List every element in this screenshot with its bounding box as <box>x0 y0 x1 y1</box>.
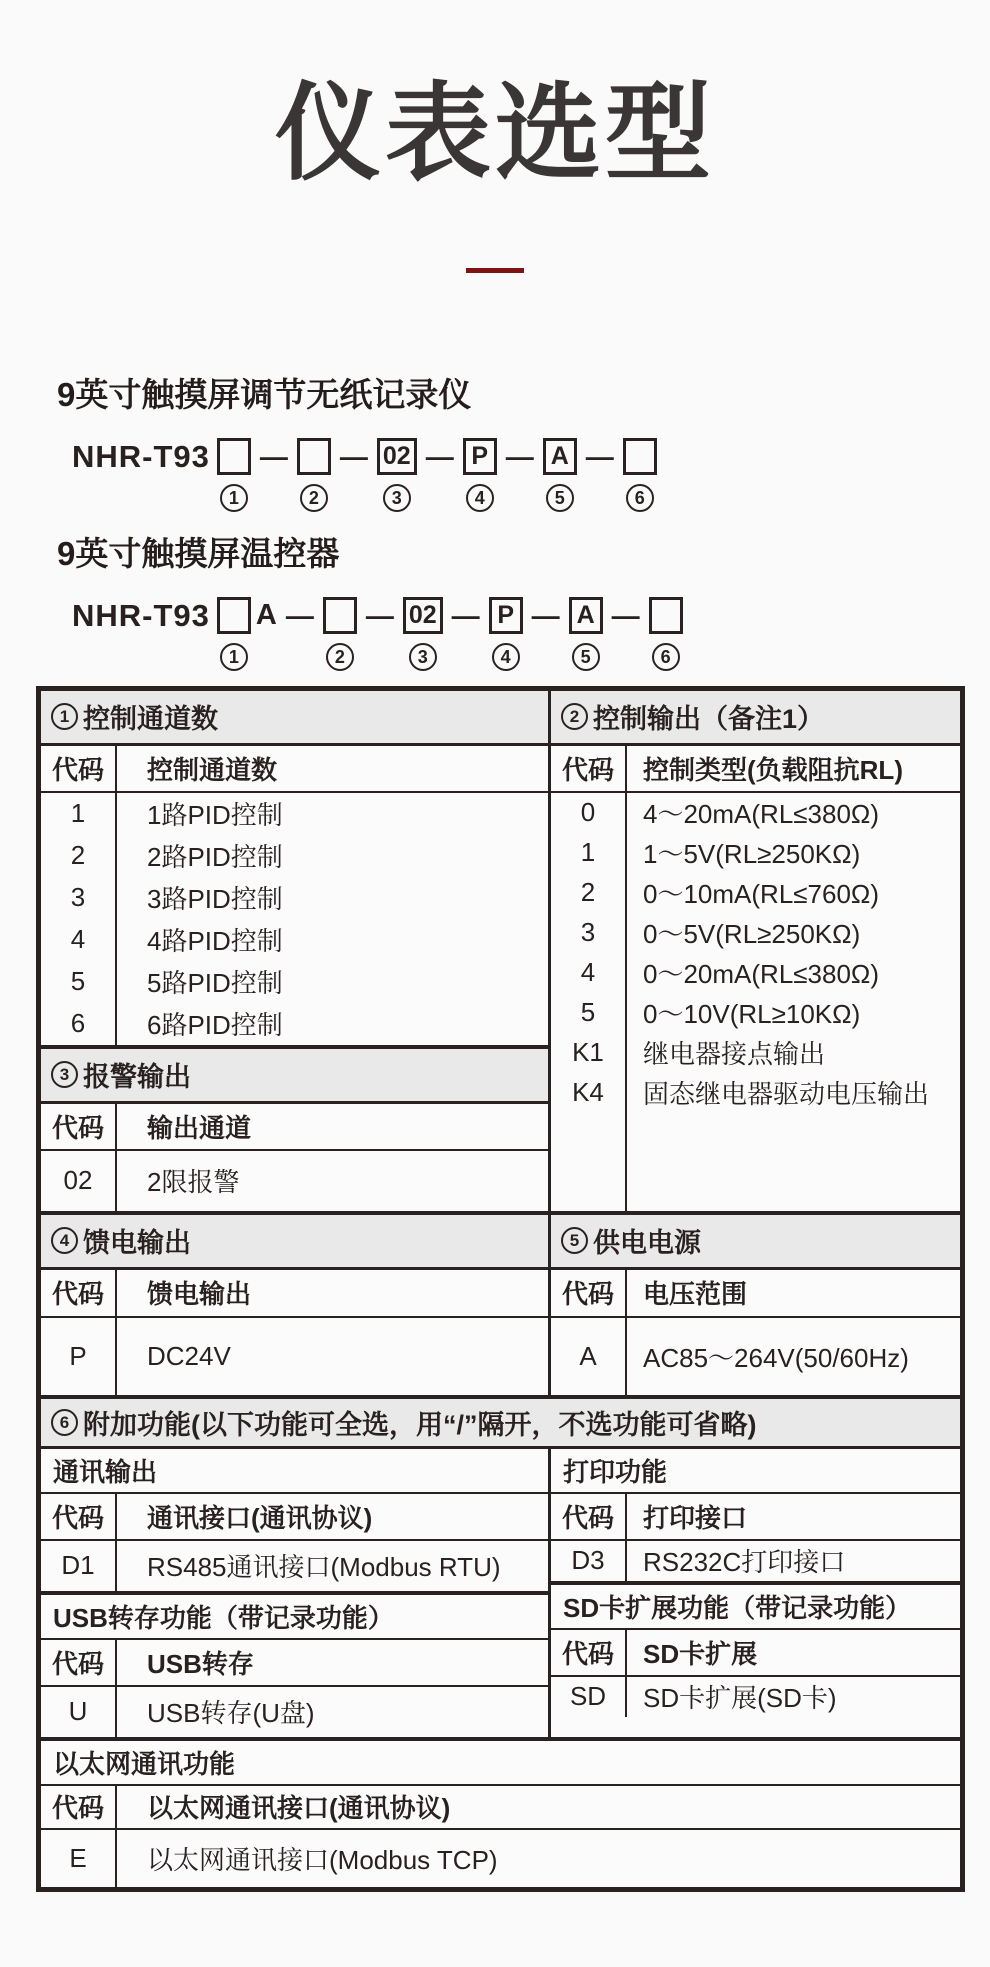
code-cell: 5 <box>551 993 627 1033</box>
column-header-row <box>41 1640 548 1687</box>
page-title: 仪表选型 <box>275 75 715 193</box>
desc-cell: DC24V <box>147 1340 231 1371</box>
section-3-alarm-output <box>41 1045 548 1211</box>
section-number-icon: 2 <box>561 703 588 730</box>
desc-header-cell: 输出通道 <box>147 1112 252 1143</box>
model-segment <box>217 438 251 512</box>
desc-cell: 3路PID控制 <box>147 884 283 915</box>
desc-cell: AC85～264V(50/60Hz) <box>643 1342 909 1373</box>
desc-cell: 固态继电器驱动电压输出 <box>643 1079 930 1110</box>
code-cell: 2 <box>41 835 117 877</box>
table-functions-block <box>41 1449 960 1737</box>
model-box <box>649 597 683 634</box>
model-segment <box>489 597 523 671</box>
table-row <box>41 961 548 1003</box>
code-cell: E <box>41 1830 117 1887</box>
model-box: 02 <box>377 438 417 475</box>
section-4-power-feed <box>41 1215 551 1395</box>
circled-number: 3 <box>409 643 437 671</box>
code-cell: 4 <box>551 953 627 993</box>
code-cell: D1 <box>41 1541 117 1591</box>
desc-cell: 继电器接点输出 <box>643 1039 826 1070</box>
table-row <box>551 1541 960 1581</box>
section-title: 供电电源 <box>593 1228 701 1259</box>
model-box: P <box>463 438 497 475</box>
code-cell: 2 <box>551 873 627 913</box>
table-row <box>41 835 548 877</box>
section-1-and-3 <box>41 691 551 1211</box>
code-cell: P <box>41 1318 117 1395</box>
column-header-row <box>41 1786 960 1830</box>
desc-cell: 2路PID控制 <box>147 842 283 873</box>
circled-number: 6 <box>626 484 654 512</box>
desc-cell: 以太网通讯接口(Modbus TCP) <box>147 1844 498 1875</box>
section-title: 控制通道数 <box>83 704 218 735</box>
section-number-icon: 6 <box>51 1409 78 1436</box>
circled-number: 4 <box>492 643 520 671</box>
column-header-row <box>551 1630 960 1677</box>
sd-function-block <box>551 1581 960 1717</box>
code-cell: K4 <box>551 1073 627 1113</box>
model-box <box>297 438 331 475</box>
model-prefix: NHR-T93 <box>72 597 210 633</box>
desc-cell: USB转存(U盘) <box>147 1698 315 1729</box>
table-filler-row <box>551 1113 960 1211</box>
title-underline <box>466 268 524 273</box>
table-row <box>41 1003 548 1045</box>
desc-cell: 6路PID控制 <box>147 1010 283 1041</box>
selection-table <box>36 686 965 1892</box>
page <box>0 58 990 1892</box>
model-segment <box>323 597 357 671</box>
desc-cell: 0～10mA(RL≤760Ω) <box>643 879 880 910</box>
section-header-power-supply <box>551 1215 960 1270</box>
model-dash: — <box>285 599 314 631</box>
usb-function-block <box>41 1591 548 1737</box>
desc-header-cell: 以太网通讯接口(通讯协议) <box>147 1793 451 1824</box>
model-box: A <box>569 597 603 634</box>
code-header-cell: 代码 <box>41 1786 117 1828</box>
section-number-icon: 5 <box>561 1227 588 1254</box>
model-segment <box>649 597 683 671</box>
table-row <box>551 793 960 833</box>
table-row <box>551 873 960 913</box>
desc-header-cell: 控制通道数 <box>147 754 278 785</box>
model-code-line <box>0 438 990 512</box>
table-row <box>41 1830 960 1887</box>
section-header-control-channels <box>41 691 548 746</box>
model-code-line <box>0 597 990 671</box>
group-title-print: 打印功能 <box>551 1449 960 1494</box>
model-box: P <box>489 597 523 634</box>
group-title-sd: SD卡扩展功能（带记录功能） <box>551 1585 960 1630</box>
model-box: A <box>543 438 577 475</box>
code-cell: D3 <box>551 1541 627 1581</box>
desc-cell: 1～5V(RL≥250KΩ) <box>643 839 861 870</box>
model-box <box>217 597 251 634</box>
table-row <box>41 877 548 919</box>
table-row <box>41 1318 548 1395</box>
model-segment <box>297 438 331 512</box>
circled-number: 3 <box>383 484 411 512</box>
desc-cell: RS485通讯接口(Modbus RTU) <box>147 1552 501 1583</box>
code-header-cell: 代码 <box>41 746 117 791</box>
desc-cell: 2限报警 <box>147 1167 240 1198</box>
section-number-icon: 3 <box>51 1061 78 1088</box>
desc-cell: 5路PID控制 <box>147 968 283 999</box>
group-title-usb: USB转存功能（带记录功能） <box>41 1595 548 1640</box>
desc-cell: SD卡扩展(SD卡) <box>643 1683 837 1714</box>
column-header-row <box>41 1104 548 1151</box>
section-number-icon: 4 <box>51 1227 78 1254</box>
model-dash: — <box>585 440 614 472</box>
model-segment <box>377 438 417 512</box>
code-cell: 1 <box>41 793 117 835</box>
desc-cell: 0～20mA(RL≤380Ω) <box>643 959 880 990</box>
group-title-comm-output: 通讯输出 <box>41 1449 548 1494</box>
model-dash: — <box>425 440 454 472</box>
circled-number: 1 <box>220 484 248 512</box>
desc-header-cell: 通讯接口(通讯协议) <box>147 1502 373 1533</box>
code-cell: 1 <box>551 833 627 873</box>
model-box <box>323 597 357 634</box>
section-title: 控制输出（备注1） <box>593 704 825 735</box>
column-header-row <box>551 1494 960 1541</box>
circled-number: 5 <box>546 484 574 512</box>
table-row <box>551 1033 960 1073</box>
code-cell: A <box>551 1318 627 1395</box>
code-cell: 4 <box>41 919 117 961</box>
circled-number: 4 <box>466 484 494 512</box>
section-title: 馈电输出 <box>83 1228 191 1259</box>
section-5-power-supply <box>551 1215 960 1395</box>
circled-number: 6 <box>652 643 680 671</box>
code-cell: 02 <box>41 1151 117 1211</box>
desc-cell: 0～5V(RL≥250KΩ) <box>643 919 861 950</box>
column-header-row <box>551 746 960 793</box>
model-dash: — <box>611 599 640 631</box>
model-dash: — <box>531 599 560 631</box>
circled-number: 5 <box>572 643 600 671</box>
model-dash: — <box>365 599 394 631</box>
desc-cell: 4路PID控制 <box>147 926 283 957</box>
code-cell: 5 <box>41 961 117 1003</box>
model-dash: — <box>259 440 288 472</box>
code-header-cell: 代码 <box>41 1494 117 1539</box>
table-row <box>41 1687 548 1737</box>
table-row <box>551 993 960 1033</box>
desc-header-cell: 电压范围 <box>643 1279 748 1310</box>
code-cell: U <box>41 1687 117 1737</box>
desc-cell <box>627 1113 960 1211</box>
section-number-icon: 1 <box>51 703 78 730</box>
code-cell: 6 <box>41 1003 117 1045</box>
ethernet-function-block <box>41 1737 960 1887</box>
model-dash: — <box>339 440 368 472</box>
code-header-cell: 代码 <box>41 1270 117 1316</box>
model-block-recorder <box>0 369 990 512</box>
model-segment <box>463 438 497 512</box>
model-segment <box>623 438 657 512</box>
column-header-row <box>41 746 548 793</box>
group-title-ethernet: 以太网通讯功能 <box>41 1741 960 1786</box>
column-header-row <box>41 1270 548 1318</box>
model-subtitle: 9英寸触摸屏调节无纸记录仪 <box>57 375 472 413</box>
desc-header-cell: USB转存 <box>147 1648 254 1679</box>
circled-number: 2 <box>300 484 328 512</box>
model-block-temp-controller <box>0 528 990 671</box>
functions-left-column <box>41 1449 551 1737</box>
code-cell: K1 <box>551 1033 627 1073</box>
functions-right-column <box>551 1449 960 1737</box>
model-segment <box>569 597 603 671</box>
model-segment <box>403 597 443 671</box>
model-prefix: NHR-T93 <box>72 438 210 474</box>
table-row <box>41 1151 548 1211</box>
code-header-cell: 代码 <box>41 1104 117 1149</box>
model-segment <box>217 597 251 671</box>
desc-header-cell: 打印接口 <box>643 1502 748 1533</box>
code-cell: 0 <box>551 793 627 833</box>
desc-header-cell: SD卡扩展 <box>643 1638 758 1669</box>
table-row <box>41 1541 548 1591</box>
table-row <box>551 1073 960 1113</box>
section-header-additional-functions <box>41 1395 960 1449</box>
model-box <box>217 438 251 475</box>
code-header-cell: 代码 <box>41 1640 117 1685</box>
model-dash: — <box>451 599 480 631</box>
code-cell: 3 <box>551 913 627 953</box>
table-mid-block <box>41 1211 960 1395</box>
table-row <box>551 953 960 993</box>
model-box <box>623 438 657 475</box>
table-row <box>551 1677 960 1717</box>
column-header-row <box>41 1494 548 1541</box>
table-row <box>551 1318 960 1395</box>
section-title: 报警输出 <box>83 1062 191 1093</box>
table-row <box>551 913 960 953</box>
desc-cell: 1路PID控制 <box>147 800 283 831</box>
model-dash: — <box>505 440 534 472</box>
desc-header-cell: 馈电输出 <box>147 1279 252 1310</box>
code-header-cell: 代码 <box>551 746 627 791</box>
code-cell: 3 <box>41 877 117 919</box>
section-title: 附加功能(以下功能可全选，用“/”隔开，不选功能可省略) <box>83 1409 757 1440</box>
model-segment <box>543 438 577 512</box>
code-cell: SD <box>551 1677 627 1717</box>
model-fixed-letter: A <box>255 598 277 631</box>
code-header-cell: 代码 <box>551 1494 627 1539</box>
table-top-block <box>41 691 960 1211</box>
section-header-alarm-output <box>41 1049 548 1104</box>
model-box: 02 <box>403 597 443 634</box>
section-header-control-output <box>551 691 960 746</box>
column-header-row <box>551 1270 960 1318</box>
table-row <box>41 919 548 961</box>
desc-cell: 0～10V(RL≥10KΩ) <box>643 999 861 1030</box>
model-subtitle: 9英寸触摸屏温控器 <box>57 534 340 572</box>
circled-number: 2 <box>326 643 354 671</box>
table-row <box>551 833 960 873</box>
code-header-cell: 代码 <box>551 1270 627 1316</box>
desc-cell: 4～20mA(RL≤380Ω) <box>643 799 880 830</box>
section-header-feed-output <box>41 1215 548 1270</box>
code-cell <box>551 1113 627 1211</box>
table-row <box>41 793 548 835</box>
code-header-cell: 代码 <box>551 1630 627 1675</box>
circled-number: 1 <box>220 643 248 671</box>
desc-header-cell: 控制类型(负载阻抗RL) <box>643 754 903 785</box>
desc-cell: RS232C打印接口 <box>643 1547 846 1578</box>
section-2-control-output <box>551 691 960 1211</box>
